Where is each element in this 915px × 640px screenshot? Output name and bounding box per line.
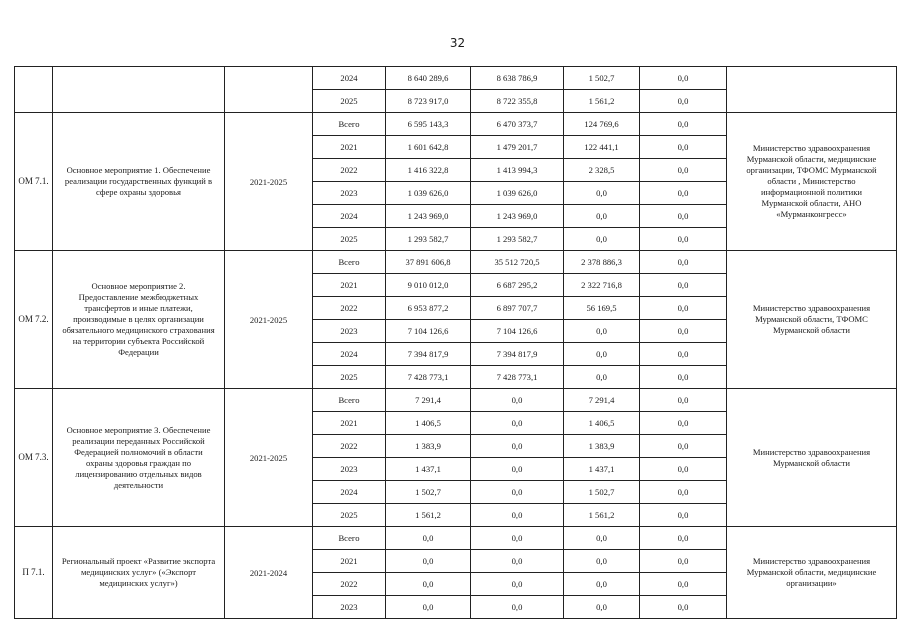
activity-name: Основное мероприятие 1. Обеспечение реализации государственных функций в сфере охраны здоровья (53, 113, 225, 251)
year-cell: Всего (313, 113, 386, 136)
activity-period: 2021-2025 (225, 389, 313, 527)
total-cell: 1 561,2 (386, 504, 471, 527)
federal-budget-cell: 2 328,5 (564, 159, 640, 182)
total-cell: 0,0 (386, 573, 471, 596)
regional-budget-cell: 0,0 (471, 527, 564, 550)
total-cell: 1 601 642,8 (386, 136, 471, 159)
table-row (15, 389, 897, 412)
regional-budget-cell: 0,0 (471, 504, 564, 527)
other-funds-cell: 0,0 (640, 435, 727, 458)
responsible-executors: Министерство здравоохранения Мурманской области, медицинские организации» (727, 527, 897, 619)
activity-name: Основное мероприятие 2. Предоставление межбюджетных трансфертов и иные платежи, производимые в целях организации обязательного медицинского страхования на территории субъекта Российской Федерации (53, 251, 225, 389)
federal-budget-cell: 2 378 886,3 (564, 251, 640, 274)
total-cell: 37 891 606,8 (386, 251, 471, 274)
table-row (15, 251, 897, 274)
total-cell: 1 406,5 (386, 412, 471, 435)
other-funds-cell: 0,0 (640, 205, 727, 228)
total-cell: 1 383,9 (386, 435, 471, 458)
federal-budget-cell: 0,0 (564, 596, 640, 619)
year-cell: 2022 (313, 435, 386, 458)
year-cell: Всего (313, 527, 386, 550)
other-funds-cell: 0,0 (640, 320, 727, 343)
federal-budget-cell: 1 502,7 (564, 481, 640, 504)
other-funds-cell: 0,0 (640, 182, 727, 205)
other-funds-cell: 0,0 (640, 389, 727, 412)
activity-code: ОМ 7.2. (15, 251, 53, 389)
federal-budget-cell: 7 291,4 (564, 389, 640, 412)
other-funds-cell: 0,0 (640, 90, 727, 113)
total-cell: 0,0 (386, 550, 471, 573)
federal-budget-cell: 2 322 716,8 (564, 274, 640, 297)
other-funds-cell: 0,0 (640, 113, 727, 136)
regional-budget-cell: 0,0 (471, 412, 564, 435)
regional-budget-cell: 0,0 (471, 481, 564, 504)
other-funds-cell: 0,0 (640, 274, 727, 297)
total-cell: 1 437,1 (386, 458, 471, 481)
table-row (15, 527, 897, 550)
federal-budget-cell: 0,0 (564, 527, 640, 550)
other-funds-cell: 0,0 (640, 550, 727, 573)
regional-budget-cell: 0,0 (471, 458, 564, 481)
total-cell: 6 953 877,2 (386, 297, 471, 320)
federal-budget-cell: 0,0 (564, 320, 640, 343)
total-cell: 9 010 012,0 (386, 274, 471, 297)
regional-budget-cell: 7 428 773,1 (471, 366, 564, 389)
regional-budget-cell: 6 897 707,7 (471, 297, 564, 320)
total-cell: 7 394 817,9 (386, 343, 471, 366)
total-cell: 1 039 626,0 (386, 182, 471, 205)
federal-budget-cell: 0,0 (564, 573, 640, 596)
year-cell: 2024 (313, 67, 386, 90)
total-cell: 7 428 773,1 (386, 366, 471, 389)
table-row (15, 67, 897, 90)
total-cell: 1 243 969,0 (386, 205, 471, 228)
responsible-executors: Министерство здравоохранения Мурманской области, медицинские организации, ТФОМС Мурманской области , Министерство информационной политики Мурманской области, АНО «Мурманконгресс» (727, 113, 897, 251)
regional-budget-cell: 7 394 817,9 (471, 343, 564, 366)
page-number: 32 (449, 36, 466, 50)
responsible-executors: Министерство здравоохранения Мурманской области, ТФОМС Мурманской области (727, 251, 897, 389)
federal-budget-cell: 0,0 (564, 228, 640, 251)
regional-budget-cell: 8 638 786,9 (471, 67, 564, 90)
regional-budget-cell: 6 687 295,2 (471, 274, 564, 297)
regional-budget-cell: 0,0 (471, 435, 564, 458)
other-funds-cell: 0,0 (640, 67, 727, 90)
other-funds-cell: 0,0 (640, 412, 727, 435)
federal-budget-cell: 1 561,2 (564, 504, 640, 527)
year-cell: 2022 (313, 297, 386, 320)
year-cell: 2021 (313, 274, 386, 297)
regional-budget-cell: 7 104 126,6 (471, 320, 564, 343)
activity-code: ОМ 7.3. (15, 389, 53, 527)
table-row (15, 113, 897, 136)
regional-budget-cell: 0,0 (471, 573, 564, 596)
total-cell: 8 723 917,0 (386, 90, 471, 113)
other-funds-cell: 0,0 (640, 481, 727, 504)
other-funds-cell: 0,0 (640, 251, 727, 274)
federal-budget-cell: 0,0 (564, 205, 640, 228)
total-cell: 1 416 322,8 (386, 159, 471, 182)
federal-budget-cell: 0,0 (564, 550, 640, 573)
federal-budget-cell: 0,0 (564, 343, 640, 366)
total-cell: 0,0 (386, 596, 471, 619)
name-cell (53, 67, 225, 113)
year-cell: 2024 (313, 205, 386, 228)
year-cell: 2025 (313, 228, 386, 251)
year-cell: 2024 (313, 343, 386, 366)
other-funds-cell: 0,0 (640, 504, 727, 527)
other-funds-cell: 0,0 (640, 573, 727, 596)
regional-budget-cell: 0,0 (471, 389, 564, 412)
total-cell: 0,0 (386, 527, 471, 550)
federal-budget-cell: 1 383,9 (564, 435, 640, 458)
year-cell: 2022 (313, 159, 386, 182)
regional-budget-cell: 0,0 (471, 596, 564, 619)
year-cell: Всего (313, 389, 386, 412)
total-cell: 1 502,7 (386, 481, 471, 504)
activity-period: 2021-2025 (225, 113, 313, 251)
activity-code: П 7.1. (15, 527, 53, 619)
regional-budget-cell: 1 293 582,7 (471, 228, 564, 251)
year-cell: 2022 (313, 573, 386, 596)
year-cell: 2021 (313, 550, 386, 573)
year-cell: 2025 (313, 504, 386, 527)
period-cell (225, 67, 313, 113)
federal-budget-cell: 1 502,7 (564, 67, 640, 90)
table-body (15, 67, 897, 619)
other-funds-cell: 0,0 (640, 297, 727, 320)
regional-budget-cell: 8 722 355,8 (471, 90, 564, 113)
total-cell: 7 104 126,6 (386, 320, 471, 343)
other-funds-cell: 0,0 (640, 159, 727, 182)
year-cell: 2023 (313, 596, 386, 619)
activity-period: 2021-2024 (225, 527, 313, 619)
year-cell: 2024 (313, 481, 386, 504)
total-cell: 1 293 582,7 (386, 228, 471, 251)
year-cell: 2021 (313, 136, 386, 159)
year-cell: 2021 (313, 412, 386, 435)
activity-code: ОМ 7.1. (15, 113, 53, 251)
federal-budget-cell: 124 769,6 (564, 113, 640, 136)
federal-budget-cell: 56 169,5 (564, 297, 640, 320)
responsible-executors: Министерство здравоохранения Мурманской области (727, 389, 897, 527)
year-cell: 2023 (313, 458, 386, 481)
year-cell: 2023 (313, 320, 386, 343)
other-funds-cell: 0,0 (640, 596, 727, 619)
responsible-cell (727, 67, 897, 113)
year-cell: Всего (313, 251, 386, 274)
total-cell: 7 291,4 (386, 389, 471, 412)
other-funds-cell: 0,0 (640, 136, 727, 159)
other-funds-cell: 0,0 (640, 343, 727, 366)
activity-period: 2021-2025 (225, 251, 313, 389)
other-funds-cell: 0,0 (640, 228, 727, 251)
regional-budget-cell: 1 413 994,3 (471, 159, 564, 182)
year-cell: 2025 (313, 366, 386, 389)
regional-budget-cell: 35 512 720,5 (471, 251, 564, 274)
other-funds-cell: 0,0 (640, 458, 727, 481)
year-cell: 2025 (313, 90, 386, 113)
regional-budget-cell: 1 039 626,0 (471, 182, 564, 205)
federal-budget-cell: 1 437,1 (564, 458, 640, 481)
federal-budget-cell: 122 441,1 (564, 136, 640, 159)
regional-budget-cell: 1 243 969,0 (471, 205, 564, 228)
regional-budget-cell: 0,0 (471, 550, 564, 573)
year-cell: 2023 (313, 182, 386, 205)
activity-name: Основное мероприятие 3. Обеспечение реализации переданных Российской Федерацией полномочий в области охраны здоровья граждан по лицензированию отдельных видов деятельности (53, 389, 225, 527)
regional-budget-cell: 6 470 373,7 (471, 113, 564, 136)
other-funds-cell: 0,0 (640, 366, 727, 389)
activity-name: Региональный проект «Развитие экспорта медицинских услуг» («Экспорт медицинских услуг») (53, 527, 225, 619)
code-cell (15, 67, 53, 113)
total-cell: 6 595 143,3 (386, 113, 471, 136)
federal-budget-cell: 0,0 (564, 182, 640, 205)
federal-budget-cell: 0,0 (564, 366, 640, 389)
federal-budget-cell: 1 406,5 (564, 412, 640, 435)
regional-budget-cell: 1 479 201,7 (471, 136, 564, 159)
other-funds-cell: 0,0 (640, 527, 727, 550)
total-cell: 8 640 289,6 (386, 67, 471, 90)
federal-budget-cell: 1 561,2 (564, 90, 640, 113)
budget-table (14, 66, 897, 619)
